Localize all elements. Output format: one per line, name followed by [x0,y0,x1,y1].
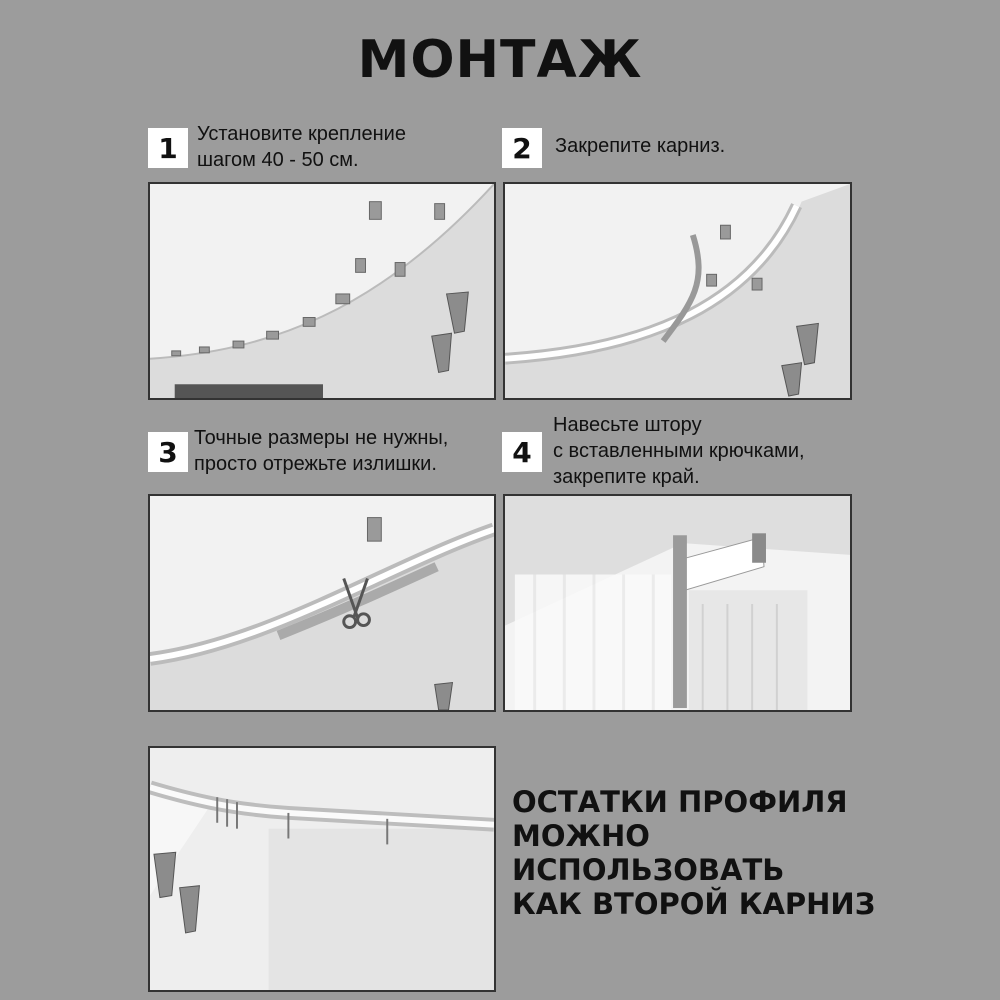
page-title: МОНТАЖ [357,30,643,90]
step-2-text: Закрепите карниз. [555,135,726,157]
promo-line-1: ОСТАТКИ ПРОФИЛЯ [512,785,848,819]
step-3-text: Точные размеры не нужны, просто отрежьте излишки. [194,427,449,475]
step-1-number: 1 [148,128,188,168]
step-1-illustration [148,182,496,400]
step-2-number: 2 [502,128,542,168]
ceiling-bracket-icon [367,518,381,542]
curtain-panel [515,575,808,710]
step-2-illustration [503,182,852,400]
step-4-number: 4 [502,432,542,472]
promo-line-2: МОЖНО [512,819,650,853]
promo-line-3: ИСПОЛЬЗОВАТЬ [512,853,785,887]
promo-line-4: КАК ВТОРОЙ КАРНИЗ [512,887,876,921]
step-3-number: 3 [148,432,188,472]
step-4-illustration [503,494,852,712]
second-rail-illustration [148,746,496,992]
step-1-text: Установите крепление шагом 40 - 50 см. [197,123,406,171]
step-3-illustration [148,494,496,712]
step-4-text: Навесьте штору с вставленными крючками, закрепите край. [553,414,805,488]
promo-text [512,785,982,921]
